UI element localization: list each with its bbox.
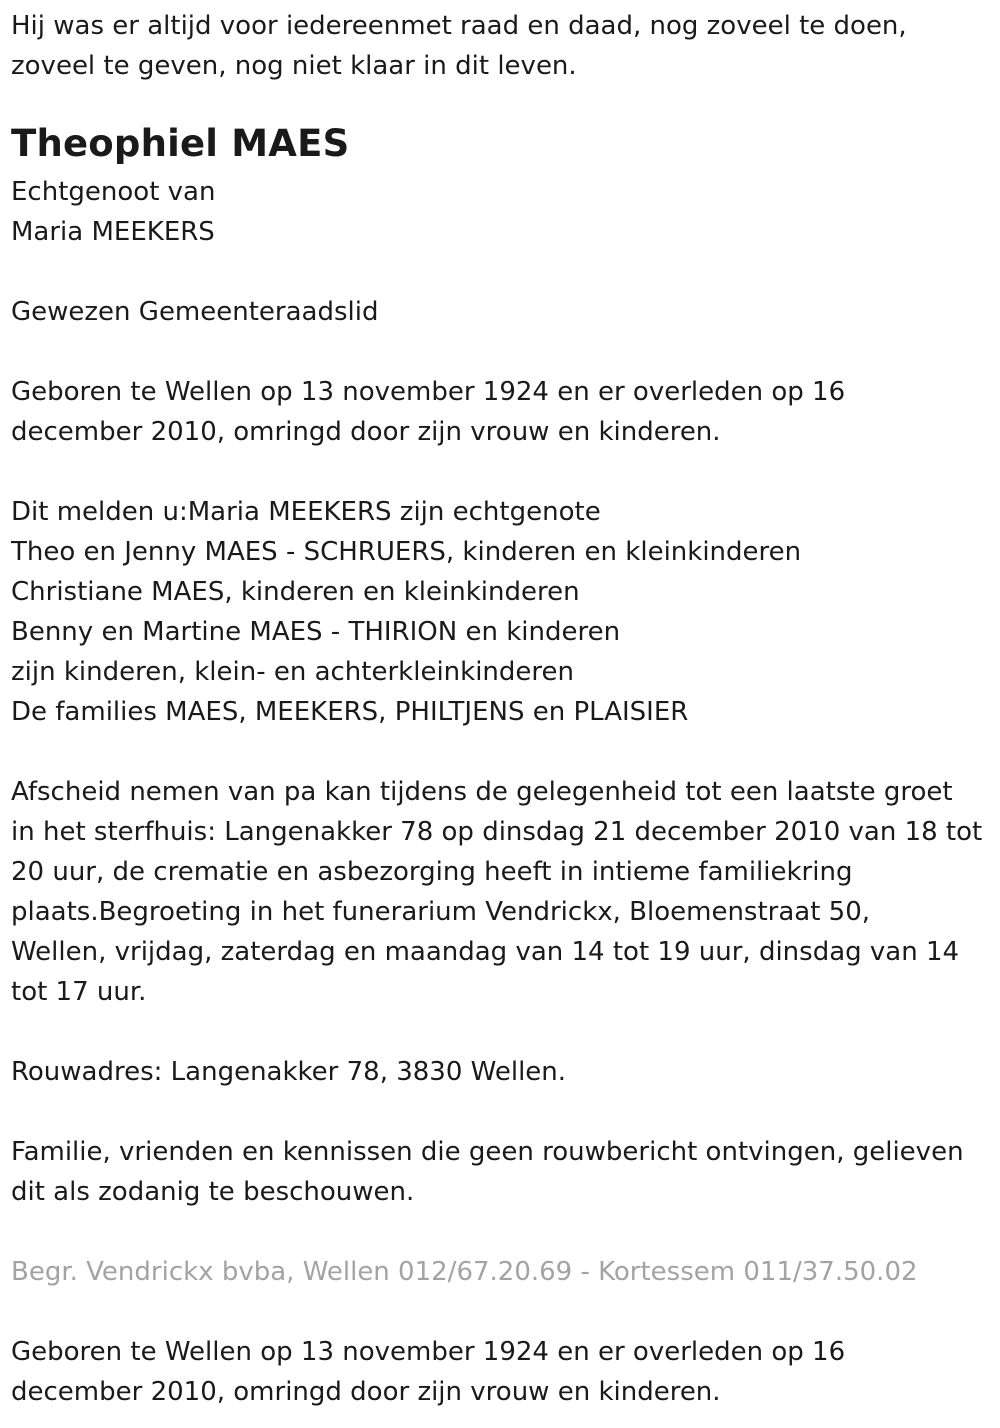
announcer-line: zijn kinderen, klein- en achterkleinkinderen [11,657,574,687]
spacer [11,1012,991,1052]
farewell-line: tot 17 uur. [11,977,147,1007]
spacer [11,1292,991,1332]
intro-verse [11,6,991,86]
notice-line: dit als zodanig te beschouwen. [11,1177,415,1207]
spouse-label: Echtgenoot van [11,177,216,207]
announcer-line: Benny en Martine MAES - THIRION en kinderen [11,617,621,647]
spacer [11,732,991,772]
spacer [11,252,991,292]
intro-line: zoveel te geven, nog niet klaar in dit leven. [11,51,577,81]
former-role: Gewezen Gemeenteraadslid [11,297,379,327]
announcer-line: Dit melden u:Maria MEEKERS zijn echtgenote [11,497,601,527]
deceased-name: Theophiel MAES [11,122,350,165]
farewell-line: Afscheid nemen van pa kan tijdens de gelegenheid tot een laatste groet [11,777,953,807]
spacer [11,452,991,492]
announcer-line: Christiane MAES, kinderen en kleinkinderen [11,577,580,607]
farewell-line: in het sterfhuis: Langenakker 78 op dinsdag 21 december 2010 van 18 tot [11,817,983,847]
announcer-line: Theo en Jenny MAES - SCHRUERS, kinderen en kleinkinderen [11,537,802,567]
announcer-line: De families MAES, MEEKERS, PHILTJENS en PLAISIER [11,697,689,727]
mourning-address: Rouwadres: Langenakker 78, 3830 Wellen. [11,1057,567,1087]
farewell-paragraph [11,772,991,1012]
notice-paragraph [11,1132,991,1212]
obituary-document [11,6,991,1412]
announcers-list [11,492,991,732]
farewell-line: plaats.Begroeting in het funerarium Vendrickx, Bloemenstraat 50, [11,897,871,927]
birth-death-line: december 2010, omringd door zijn vrouw en kinderen. [11,417,721,447]
intro-line: Hij was er altijd voor iedereenmet raad en daad, nog zoveel te doen, [11,11,907,41]
birth-death-line: december 2010, omringd door zijn vrouw en kinderen. [11,1377,721,1407]
undertaker-contact: Begr. Vendrickx bvba, Wellen 012/67.20.69 - Kortessem 011/37.50.02 [11,1257,918,1287]
notice-line: Familie, vrienden en kennissen die geen rouwbericht ontvingen, gelieven [11,1137,964,1167]
spacer [11,332,991,372]
farewell-line: Wellen, vrijdag, zaterdag en maandag van 14 tot 19 uur, dinsdag van 14 [11,937,960,967]
birth-death-paragraph-repeat [11,1332,991,1412]
birth-death-paragraph [11,372,991,452]
spouse-name: Maria MEEKERS [11,217,215,247]
spacer [11,1212,991,1252]
birth-death-line: Geboren te Wellen op 13 november 1924 en er overleden op 16 [11,377,846,407]
birth-death-line: Geboren te Wellen op 13 november 1924 en er overleden op 16 [11,1337,846,1367]
farewell-line: 20 uur, de crematie en asbezorging heeft in intieme familiekring [11,857,853,887]
spouse-block [11,172,991,252]
spacer [11,1092,991,1132]
